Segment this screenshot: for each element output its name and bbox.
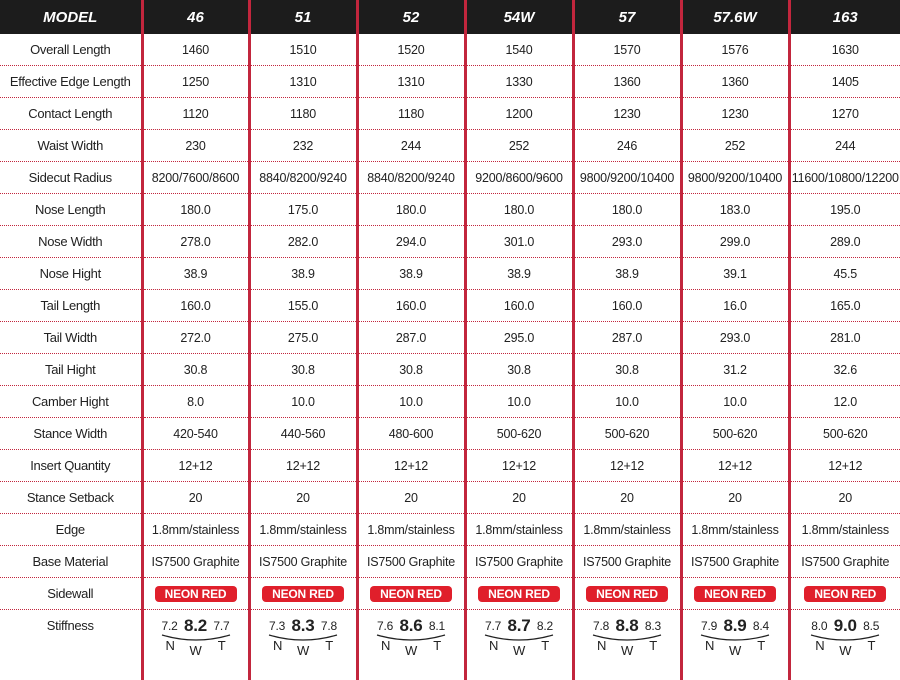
spec-cell: 232 — [249, 130, 357, 162]
header-model: 57 — [573, 0, 681, 34]
spec-cell: 30.8 — [465, 354, 573, 386]
stiffness-tail-value: 8.4 — [753, 619, 769, 633]
spec-row — [0, 98, 900, 130]
spec-cell: 252 — [681, 130, 789, 162]
spec-cell: 440-560 — [249, 418, 357, 450]
spec-cell: IS7500 Graphite — [249, 546, 357, 578]
spec-cell: 1120 — [142, 98, 249, 130]
spec-cell: 301.0 — [465, 226, 573, 258]
stiffness-tail-letter: T — [325, 638, 333, 653]
spec-cell: 1510 — [249, 34, 357, 66]
spec-cell: 1310 — [249, 66, 357, 98]
spec-cell: 11600/10800/12200 — [789, 162, 900, 194]
row-label: Effective Edge Length — [0, 66, 142, 98]
spec-cell: 8840/8200/9240 — [357, 162, 465, 194]
row-label: Camber Hight — [0, 386, 142, 418]
sidewall-badge: NEON RED — [478, 586, 560, 602]
spec-cell: 1630 — [789, 34, 900, 66]
spec-cell: 420-540 — [142, 418, 249, 450]
row-label: Tail Hight — [0, 354, 142, 386]
spec-cell: 180.0 — [142, 194, 249, 226]
spec-cell: 12.0 — [789, 386, 900, 418]
stiffness-nose-value: 7.2 — [162, 619, 178, 633]
stiffness-cell — [573, 610, 681, 680]
stiffness-waist-letter: W — [479, 643, 559, 658]
spec-cell: 500-620 — [573, 418, 681, 450]
spec-row — [0, 34, 900, 66]
stiffness-waist-value: 8.3 — [263, 616, 343, 636]
spec-cell: 155.0 — [249, 290, 357, 322]
spec-cell: 1230 — [681, 98, 789, 130]
stiffness-tail-value: 7.8 — [321, 619, 337, 633]
spec-cell: 272.0 — [142, 322, 249, 354]
spec-cell: 20 — [142, 482, 249, 514]
spec-cell: 1200 — [465, 98, 573, 130]
spec-row — [0, 514, 900, 546]
spec-cell: 38.9 — [573, 258, 681, 290]
spec-cell: 45.5 — [789, 258, 900, 290]
spec-cell: 160.0 — [465, 290, 573, 322]
stiffness-cell — [789, 610, 900, 680]
spec-cell: 12+12 — [465, 450, 573, 482]
spec-cell: 12+12 — [681, 450, 789, 482]
spec-cell: 8840/8200/9240 — [249, 162, 357, 194]
spec-cell: 10.0 — [681, 386, 789, 418]
spec-cell: 278.0 — [142, 226, 249, 258]
spec-cell: 39.1 — [681, 258, 789, 290]
sidewall-badge: NEON RED — [370, 586, 452, 602]
spec-cell: 293.0 — [681, 322, 789, 354]
spec-cell: 1460 — [142, 34, 249, 66]
row-label: Tail Width — [0, 322, 142, 354]
row-label: Stiffness — [0, 610, 142, 680]
spec-cell: 20 — [465, 482, 573, 514]
spec-cell: 10.0 — [357, 386, 465, 418]
spec-cell: IS7500 Graphite — [573, 546, 681, 578]
spec-cell: 20 — [789, 482, 900, 514]
spec-cell: 183.0 — [681, 194, 789, 226]
spec-cell: 1.8mm/stainless — [249, 514, 357, 546]
row-label: Waist Width — [0, 130, 142, 162]
spec-cell: 1520 — [357, 34, 465, 66]
sidewall-cell — [465, 578, 573, 610]
stiffness-tail-letter: T — [541, 638, 549, 653]
stiffness-nose-letter: N — [815, 638, 824, 653]
stiffness-cell — [357, 610, 465, 680]
spec-cell: 295.0 — [465, 322, 573, 354]
stiffness-waist-value: 8.8 — [587, 616, 667, 636]
stiffness-cell — [249, 610, 357, 680]
sidewall-cell — [681, 578, 789, 610]
row-label: Nose Length — [0, 194, 142, 226]
stiffness-tail-letter: T — [218, 638, 226, 653]
stiffness-tail-letter: T — [757, 638, 765, 653]
spec-cell: 38.9 — [465, 258, 573, 290]
spec-cell: 1540 — [465, 34, 573, 66]
stiffness-tail-value: 7.7 — [213, 619, 229, 633]
stiffness-graphic — [263, 616, 343, 668]
row-label: Overall Length — [0, 34, 142, 66]
stiffness-graphic — [805, 616, 885, 668]
spec-cell: 30.8 — [249, 354, 357, 386]
stiffness-waist-letter: W — [587, 643, 667, 658]
stiffness-nose-letter: N — [166, 638, 175, 653]
spec-cell: 275.0 — [249, 322, 357, 354]
spec-cell: 1.8mm/stainless — [573, 514, 681, 546]
header-model: 51 — [249, 0, 357, 34]
spec-cell: 10.0 — [249, 386, 357, 418]
spec-cell: 244 — [357, 130, 465, 162]
stiffness-waist-letter: W — [695, 643, 775, 658]
stiffness-waist-value: 9.0 — [805, 616, 885, 636]
spec-cell: 38.9 — [142, 258, 249, 290]
sidewall-cell — [142, 578, 249, 610]
stiffness-nose-letter: N — [273, 638, 282, 653]
spec-row — [0, 322, 900, 354]
sidewall-badge: NEON RED — [262, 586, 344, 602]
stiffness-cell — [465, 610, 573, 680]
spec-cell: 160.0 — [357, 290, 465, 322]
spec-cell: 32.6 — [789, 354, 900, 386]
spec-cell: 30.8 — [142, 354, 249, 386]
stiffness-tail-letter: T — [868, 638, 876, 653]
spec-cell: 16.0 — [681, 290, 789, 322]
spec-cell: 20 — [681, 482, 789, 514]
stiffness-nose-value: 7.9 — [701, 619, 717, 633]
stiffness-waist-letter: W — [156, 643, 236, 658]
spec-cell: 1230 — [573, 98, 681, 130]
stiffness-nose-value: 8.0 — [811, 619, 827, 633]
spec-cell: 244 — [789, 130, 900, 162]
spec-row — [0, 546, 900, 578]
spec-cell: 1.8mm/stainless — [465, 514, 573, 546]
stiffness-nose-letter: N — [381, 638, 390, 653]
row-label: Stance Setback — [0, 482, 142, 514]
spec-cell: 299.0 — [681, 226, 789, 258]
spec-cell: 20 — [357, 482, 465, 514]
spec-cell: 1570 — [573, 34, 681, 66]
spec-cell: 1360 — [573, 66, 681, 98]
spec-cell: 500-620 — [789, 418, 900, 450]
sidewall-cell — [789, 578, 900, 610]
header-row — [0, 0, 900, 34]
row-label: Insert Quantity — [0, 450, 142, 482]
row-label: Sidewall — [0, 578, 142, 610]
stiffness-graphic — [587, 616, 667, 668]
stiffness-nose-letter: N — [597, 638, 606, 653]
spec-cell: 12+12 — [789, 450, 900, 482]
row-label: Base Material — [0, 546, 142, 578]
sidewall-badge: NEON RED — [155, 586, 237, 602]
spec-cell: 31.2 — [681, 354, 789, 386]
header-model: 54W — [465, 0, 573, 34]
spec-row — [0, 290, 900, 322]
stiffness-nose-letter: N — [489, 638, 498, 653]
spec-cell: 38.9 — [249, 258, 357, 290]
stiffness-waist-letter: W — [805, 643, 885, 658]
spec-cell: 287.0 — [357, 322, 465, 354]
spec-cell: IS7500 Graphite — [681, 546, 789, 578]
spec-cell: 500-620 — [465, 418, 573, 450]
stiffness-graphic — [695, 616, 775, 668]
spec-cell: 1.8mm/stainless — [357, 514, 465, 546]
spec-cell: 30.8 — [573, 354, 681, 386]
stiffness-nose-value: 7.3 — [269, 619, 285, 633]
row-label: Tail Length — [0, 290, 142, 322]
stiffness-nose-value: 7.6 — [377, 619, 393, 633]
row-label: Edge — [0, 514, 142, 546]
spec-cell: 10.0 — [465, 386, 573, 418]
spec-cell: 252 — [465, 130, 573, 162]
spec-row — [0, 162, 900, 194]
spec-cell: 294.0 — [357, 226, 465, 258]
stiffness-graphic — [371, 616, 451, 668]
sidewall-row — [0, 578, 900, 610]
spec-cell: 1.8mm/stainless — [142, 514, 249, 546]
spec-cell: 180.0 — [465, 194, 573, 226]
spec-cell: 12+12 — [249, 450, 357, 482]
spec-cell: 12+12 — [142, 450, 249, 482]
row-label: Contact Length — [0, 98, 142, 130]
sidewall-cell — [573, 578, 681, 610]
sidewall-badge: NEON RED — [586, 586, 668, 602]
sidewall-badge: NEON RED — [694, 586, 776, 602]
spec-cell: 293.0 — [573, 226, 681, 258]
spec-body — [0, 34, 900, 680]
spec-cell: 175.0 — [249, 194, 357, 226]
spec-cell: 160.0 — [142, 290, 249, 322]
spec-row — [0, 482, 900, 514]
stiffness-cell — [142, 610, 249, 680]
stiffness-waist-value: 8.2 — [156, 616, 236, 636]
spec-cell: 38.9 — [357, 258, 465, 290]
spec-row — [0, 194, 900, 226]
stiffness-graphic — [479, 616, 559, 668]
spec-cell: IS7500 Graphite — [357, 546, 465, 578]
spec-row — [0, 66, 900, 98]
stiffness-waist-value: 8.9 — [695, 616, 775, 636]
stiffness-tail-letter: T — [649, 638, 657, 653]
spec-cell: 180.0 — [573, 194, 681, 226]
spec-cell: IS7500 Graphite — [142, 546, 249, 578]
spec-row — [0, 226, 900, 258]
stiffness-tail-value: 8.2 — [537, 619, 553, 633]
spec-cell: 30.8 — [357, 354, 465, 386]
stiffness-tail-value: 8.5 — [863, 619, 879, 633]
spec-cell: 195.0 — [789, 194, 900, 226]
stiffness-tail-value: 8.3 — [645, 619, 661, 633]
sidewall-cell — [249, 578, 357, 610]
spec-cell: 8200/7600/8600 — [142, 162, 249, 194]
spec-cell: 8.0 — [142, 386, 249, 418]
stiffness-cell — [681, 610, 789, 680]
spec-cell: 282.0 — [249, 226, 357, 258]
spec-cell: 1405 — [789, 66, 900, 98]
spec-cell: 1310 — [357, 66, 465, 98]
spec-cell: 480-600 — [357, 418, 465, 450]
sidewall-badge: NEON RED — [804, 586, 886, 602]
stiffness-waist-letter: W — [371, 643, 451, 658]
stiffness-waist-value: 8.7 — [479, 616, 559, 636]
spec-cell: 1576 — [681, 34, 789, 66]
spec-row — [0, 418, 900, 450]
stiffness-waist-letter: W — [263, 643, 343, 658]
spec-row — [0, 354, 900, 386]
spec-cell: 20 — [249, 482, 357, 514]
stiffness-tail-value: 8.1 — [429, 619, 445, 633]
header-model: 52 — [357, 0, 465, 34]
spec-row — [0, 130, 900, 162]
spec-row — [0, 258, 900, 290]
spec-cell: 1.8mm/stainless — [789, 514, 900, 546]
spec-row — [0, 450, 900, 482]
row-label: Nose Hight — [0, 258, 142, 290]
spec-cell: 9800/9200/10400 — [681, 162, 789, 194]
row-label: Sidecut Radius — [0, 162, 142, 194]
spec-cell: 1360 — [681, 66, 789, 98]
spec-cell: 246 — [573, 130, 681, 162]
stiffness-nose-letter: N — [705, 638, 714, 653]
spec-cell: 1330 — [465, 66, 573, 98]
spec-cell: IS7500 Graphite — [789, 546, 900, 578]
spec-cell: 289.0 — [789, 226, 900, 258]
header-model-label: MODEL — [0, 0, 142, 34]
spec-cell: 287.0 — [573, 322, 681, 354]
spec-cell: 281.0 — [789, 322, 900, 354]
spec-cell: 12+12 — [573, 450, 681, 482]
stiffness-row — [0, 610, 900, 680]
spec-cell: 9200/8600/9600 — [465, 162, 573, 194]
spec-cell: 9800/9200/10400 — [573, 162, 681, 194]
spec-cell: 230 — [142, 130, 249, 162]
spec-cell: 1.8mm/stainless — [681, 514, 789, 546]
spec-cell: 12+12 — [357, 450, 465, 482]
row-label: Stance Width — [0, 418, 142, 450]
stiffness-graphic — [156, 616, 236, 668]
spec-cell: 1270 — [789, 98, 900, 130]
sidewall-cell — [357, 578, 465, 610]
spec-cell: 1180 — [249, 98, 357, 130]
spec-cell: 160.0 — [573, 290, 681, 322]
spec-cell: 1250 — [142, 66, 249, 98]
header-model: 46 — [142, 0, 249, 34]
spec-cell: 180.0 — [357, 194, 465, 226]
stiffness-waist-value: 8.6 — [371, 616, 451, 636]
stiffness-nose-value: 7.7 — [485, 619, 501, 633]
row-label: Nose Width — [0, 226, 142, 258]
spec-cell: 20 — [573, 482, 681, 514]
spec-cell: IS7500 Graphite — [465, 546, 573, 578]
spec-cell: 165.0 — [789, 290, 900, 322]
header-model: 57.6W — [681, 0, 789, 34]
spec-cell: 1180 — [357, 98, 465, 130]
spec-cell: 500-620 — [681, 418, 789, 450]
header-model: 163 — [789, 0, 900, 34]
spec-cell: 10.0 — [573, 386, 681, 418]
stiffness-tail-letter: T — [433, 638, 441, 653]
spec-row — [0, 386, 900, 418]
stiffness-nose-value: 7.8 — [593, 619, 609, 633]
